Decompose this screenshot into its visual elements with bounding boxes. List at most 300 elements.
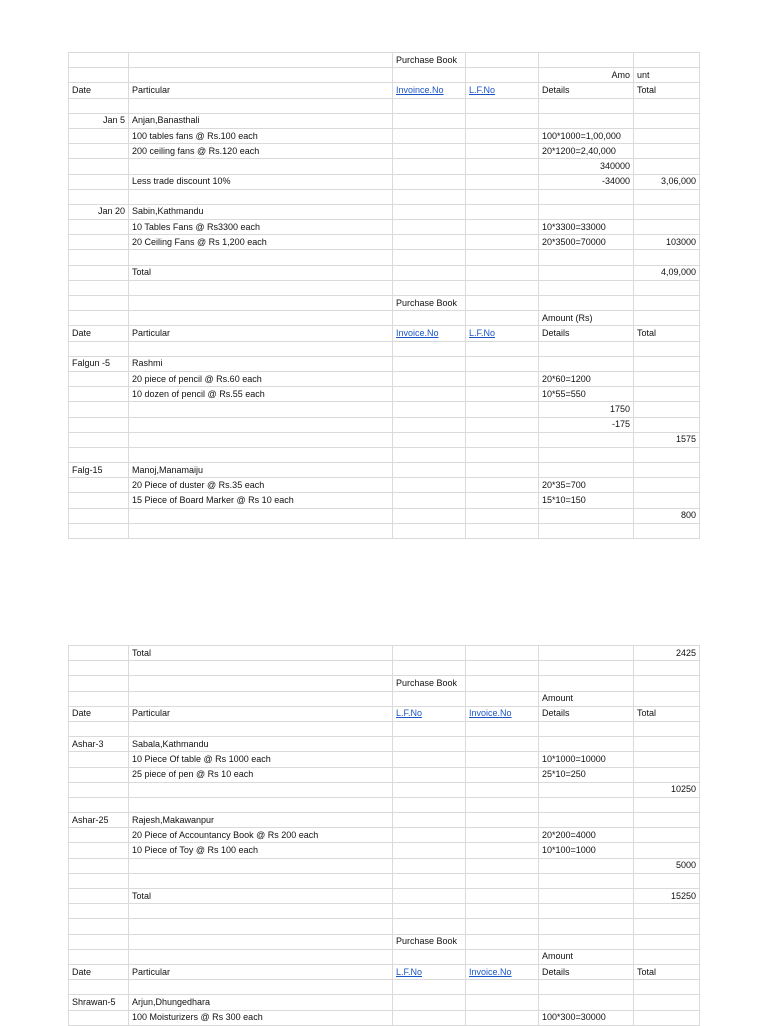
cell-details[interactable]: 10*100=1000	[539, 843, 634, 858]
cell-total[interactable]	[634, 934, 700, 949]
cell-date[interactable]	[69, 128, 129, 143]
cell-ref-col-a[interactable]	[393, 113, 466, 128]
cell-ref-col-b[interactable]	[466, 661, 539, 676]
cell-particular[interactable]	[129, 189, 393, 204]
cell-ref-col-b[interactable]	[466, 934, 539, 949]
cell-ref-col-b[interactable]	[466, 68, 539, 83]
cell-ref-col-b[interactable]	[466, 417, 539, 432]
cell-date[interactable]: Date	[69, 964, 129, 979]
cell-ref-col-a[interactable]	[393, 782, 466, 797]
cell-ref-col-b[interactable]	[466, 478, 539, 493]
cell-total[interactable]: 2425	[634, 646, 700, 661]
cell-ref-col-a[interactable]	[393, 813, 466, 828]
cell-date[interactable]	[69, 508, 129, 523]
cell-total[interactable]	[634, 356, 700, 371]
cell-particular[interactable]	[129, 873, 393, 888]
cell-details[interactable]: 100*1000=1,00,000	[539, 128, 634, 143]
cell-total[interactable]	[634, 767, 700, 782]
cell-date[interactable]	[69, 523, 129, 538]
cell-particular[interactable]	[129, 98, 393, 113]
cell-details[interactable]	[539, 919, 634, 934]
cell-ref-col-a[interactable]	[393, 463, 466, 478]
cell-details[interactable]	[539, 250, 634, 265]
cell-total[interactable]	[634, 447, 700, 462]
cell-particular[interactable]	[129, 904, 393, 919]
cell-date[interactable]	[69, 782, 129, 797]
cell-date[interactable]: Date	[69, 326, 129, 341]
cell-details[interactable]	[539, 646, 634, 661]
cell-ref-col-a[interactable]	[393, 447, 466, 462]
cell-date[interactable]	[69, 478, 129, 493]
cell-ref-col-a[interactable]	[393, 356, 466, 371]
cell-ref-col-b[interactable]	[466, 889, 539, 904]
cell-ref-col-b[interactable]	[466, 813, 539, 828]
cell-date[interactable]	[69, 311, 129, 326]
cell-total[interactable]	[634, 463, 700, 478]
cell-details[interactable]	[539, 265, 634, 280]
cell-particular[interactable]: 25 piece of pen @ Rs 10 each	[129, 767, 393, 782]
cell-date[interactable]	[69, 98, 129, 113]
cell-total[interactable]: 3,06,000	[634, 174, 700, 189]
cell-total[interactable]: 15250	[634, 889, 700, 904]
cell-particular[interactable]: Particular	[129, 326, 393, 341]
cell-details[interactable]	[539, 113, 634, 128]
cell-details[interactable]	[539, 813, 634, 828]
cell-date[interactable]	[69, 265, 129, 280]
cell-ref-col-b[interactable]	[466, 797, 539, 812]
cell-total[interactable]: Total	[634, 326, 700, 341]
cell-particular[interactable]	[129, 691, 393, 706]
cell-particular[interactable]	[129, 919, 393, 934]
cell-ref-col-a[interactable]	[393, 995, 466, 1010]
cell-ref-col-a[interactable]	[393, 144, 466, 159]
cell-particular[interactable]: Less trade discount 10%	[129, 174, 393, 189]
cell-ref-col-b[interactable]	[466, 432, 539, 447]
cell-date[interactable]	[69, 250, 129, 265]
cell-date[interactable]	[69, 721, 129, 736]
cell-details[interactable]: Amount (Rs)	[539, 311, 634, 326]
cell-details[interactable]	[539, 661, 634, 676]
cell-ref-col-b[interactable]	[466, 296, 539, 311]
cell-ref-col-a[interactable]	[393, 661, 466, 676]
cell-details[interactable]: 1750	[539, 402, 634, 417]
cell-particular[interactable]: Manoj,Manamaiju	[129, 463, 393, 478]
cell-date[interactable]	[69, 235, 129, 250]
cell-date[interactable]	[69, 980, 129, 995]
cell-ref-col-b[interactable]	[466, 752, 539, 767]
cell-ref-col-a[interactable]	[393, 737, 466, 752]
cell-date[interactable]	[69, 797, 129, 812]
cell-total[interactable]	[634, 523, 700, 538]
cell-particular[interactable]	[129, 797, 393, 812]
cell-date[interactable]	[69, 432, 129, 447]
cell-details[interactable]	[539, 447, 634, 462]
cell-total[interactable]	[634, 280, 700, 295]
cell-details[interactable]: 25*10=250	[539, 767, 634, 782]
cell-details[interactable]: Details	[539, 964, 634, 979]
cell-date[interactable]	[69, 341, 129, 356]
cell-details[interactable]: 10*3300=33000	[539, 220, 634, 235]
cell-total[interactable]	[634, 493, 700, 508]
cell-ref-col-b[interactable]	[466, 980, 539, 995]
cell-ref-col-b[interactable]	[466, 706, 539, 721]
cell-particular[interactable]	[129, 417, 393, 432]
cell-total[interactable]	[634, 843, 700, 858]
cell-details[interactable]	[539, 737, 634, 752]
cell-particular[interactable]	[129, 280, 393, 295]
cell-ref-col-a[interactable]	[393, 706, 466, 721]
cell-particular[interactable]	[129, 523, 393, 538]
cell-ref-col-a[interactable]	[393, 508, 466, 523]
cell-details[interactable]: 20*3500=70000	[539, 235, 634, 250]
cell-date[interactable]	[69, 934, 129, 949]
cell-total[interactable]	[634, 311, 700, 326]
cell-particular[interactable]: 10 Piece of Toy @ Rs 100 each	[129, 843, 393, 858]
cell-total[interactable]	[634, 296, 700, 311]
cell-date[interactable]	[69, 661, 129, 676]
cell-total[interactable]	[634, 980, 700, 995]
cell-ref-col-a[interactable]	[393, 128, 466, 143]
cell-ref-col-a[interactable]	[393, 752, 466, 767]
cell-ref-col-b[interactable]	[466, 447, 539, 462]
cell-particular[interactable]: Sabin,Kathmandu	[129, 204, 393, 219]
cell-ref-col-b[interactable]	[466, 508, 539, 523]
header-link[interactable]: Invoice.No	[469, 708, 512, 719]
cell-total[interactable]	[634, 478, 700, 493]
cell-ref-col-a[interactable]	[393, 220, 466, 235]
cell-particular[interactable]: Particular	[129, 964, 393, 979]
cell-total[interactable]	[634, 128, 700, 143]
cell-ref-col-b[interactable]	[466, 843, 539, 858]
cell-ref-col-a[interactable]	[393, 280, 466, 295]
header-link[interactable]: Invoince.No	[396, 84, 444, 95]
cell-particular[interactable]: Arjun,Dhungedhara	[129, 995, 393, 1010]
cell-particular[interactable]: 20 Piece of duster @ Rs.35 each	[129, 478, 393, 493]
cell-particular[interactable]: 20 piece of pencil @ Rs.60 each	[129, 371, 393, 386]
cell-date[interactable]: Falg-15	[69, 463, 129, 478]
cell-total[interactable]: 103000	[634, 235, 700, 250]
cell-details[interactable]: -175	[539, 417, 634, 432]
cell-ref-col-b[interactable]	[466, 250, 539, 265]
cell-ref-col-a[interactable]	[393, 858, 466, 873]
cell-date[interactable]	[69, 1010, 129, 1025]
cell-total[interactable]: 10250	[634, 782, 700, 797]
cell-details[interactable]	[539, 797, 634, 812]
cell-details[interactable]: 20*1200=2,40,000	[539, 144, 634, 159]
cell-ref-col-b[interactable]	[466, 964, 539, 979]
cell-total[interactable]	[634, 53, 700, 68]
cell-particular[interactable]	[129, 858, 393, 873]
cell-ref-col-b[interactable]	[466, 828, 539, 843]
cell-particular[interactable]: Sabala,Kathmandu	[129, 737, 393, 752]
cell-ref-col-a[interactable]	[393, 721, 466, 736]
cell-date[interactable]	[69, 402, 129, 417]
cell-total[interactable]: 4,09,000	[634, 265, 700, 280]
cell-particular[interactable]	[129, 980, 393, 995]
cell-ref-col-b[interactable]	[466, 387, 539, 402]
cell-ref-col-a[interactable]	[393, 159, 466, 174]
cell-details[interactable]	[539, 904, 634, 919]
cell-details[interactable]	[539, 873, 634, 888]
cell-date[interactable]	[69, 371, 129, 386]
cell-date[interactable]	[69, 889, 129, 904]
cell-details[interactable]: 20*200=4000	[539, 828, 634, 843]
cell-ref-col-a[interactable]	[393, 949, 466, 964]
cell-particular[interactable]	[129, 934, 393, 949]
cell-total[interactable]: unt	[634, 68, 700, 83]
header-link[interactable]: L.F.No	[396, 708, 423, 719]
cell-ref-col-a[interactable]	[393, 387, 466, 402]
cell-details[interactable]	[539, 463, 634, 478]
cell-details[interactable]: Details	[539, 326, 634, 341]
cell-details[interactable]	[539, 980, 634, 995]
cell-total[interactable]	[634, 250, 700, 265]
cell-date[interactable]	[69, 858, 129, 873]
cell-details[interactable]: Amount	[539, 949, 634, 964]
cell-ref-col-b[interactable]	[466, 326, 539, 341]
cell-details[interactable]: Details	[539, 83, 634, 98]
cell-ref-col-a[interactable]	[393, 767, 466, 782]
cell-date[interactable]: Ashar-3	[69, 737, 129, 752]
cell-date[interactable]: Date	[69, 83, 129, 98]
cell-particular[interactable]	[129, 250, 393, 265]
cell-ref-col-a[interactable]	[393, 432, 466, 447]
cell-date[interactable]: Date	[69, 706, 129, 721]
cell-ref-col-b[interactable]	[466, 949, 539, 964]
cell-total[interactable]	[634, 919, 700, 934]
cell-details[interactable]	[539, 280, 634, 295]
cell-ref-col-b[interactable]	[466, 858, 539, 873]
cell-total[interactable]	[634, 1010, 700, 1025]
cell-particular[interactable]: 20 Piece of Accountancy Book @ Rs 200 each	[129, 828, 393, 843]
header-link[interactable]: Invoice.No	[469, 966, 512, 977]
cell-date[interactable]	[69, 387, 129, 402]
cell-details[interactable]	[539, 204, 634, 219]
cell-total[interactable]	[634, 144, 700, 159]
cell-details[interactable]	[539, 508, 634, 523]
cell-total[interactable]	[634, 220, 700, 235]
cell-ref-col-b[interactable]	[466, 463, 539, 478]
cell-ref-col-b[interactable]	[466, 235, 539, 250]
cell-date[interactable]	[69, 280, 129, 295]
cell-ref-col-b[interactable]	[466, 311, 539, 326]
cell-ref-col-b[interactable]	[466, 113, 539, 128]
cell-total[interactable]: Total	[634, 964, 700, 979]
cell-ref-col-a[interactable]	[393, 646, 466, 661]
cell-total[interactable]	[634, 873, 700, 888]
cell-particular[interactable]: Particular	[129, 706, 393, 721]
cell-date[interactable]: Jan 20	[69, 204, 129, 219]
cell-total[interactable]	[634, 417, 700, 432]
cell-particular[interactable]	[129, 341, 393, 356]
cell-total[interactable]	[634, 949, 700, 964]
cell-ref-col-a[interactable]	[393, 797, 466, 812]
header-link[interactable]: L.F.No	[469, 84, 496, 95]
cell-particular[interactable]: Total	[129, 646, 393, 661]
cell-total[interactable]	[634, 387, 700, 402]
cell-particular[interactable]	[129, 159, 393, 174]
cell-details[interactable]	[539, 782, 634, 797]
cell-particular[interactable]	[129, 447, 393, 462]
cell-total[interactable]	[634, 691, 700, 706]
cell-details[interactable]: 15*10=150	[539, 493, 634, 508]
cell-ref-col-b[interactable]	[466, 371, 539, 386]
cell-details[interactable]: 20*35=700	[539, 478, 634, 493]
cell-particular[interactable]: 15 Piece of Board Marker @ Rs 10 each	[129, 493, 393, 508]
cell-ref-col-b[interactable]	[466, 83, 539, 98]
cell-total[interactable]	[634, 797, 700, 812]
cell-total[interactable]	[634, 904, 700, 919]
cell-total[interactable]	[634, 159, 700, 174]
cell-particular[interactable]: 10 Piece Of table @ Rs 1000 each	[129, 752, 393, 767]
cell-ref-col-a[interactable]	[393, 68, 466, 83]
cell-date[interactable]	[69, 676, 129, 691]
cell-total[interactable]	[634, 371, 700, 386]
cell-particular[interactable]: 10 dozen of pencil @ Rs.55 each	[129, 387, 393, 402]
cell-ref-col-a[interactable]	[393, 204, 466, 219]
cell-ref-col-a[interactable]: Purchase Book	[393, 934, 466, 949]
cell-particular[interactable]	[129, 949, 393, 964]
cell-details[interactable]: -34000	[539, 174, 634, 189]
cell-ref-col-a[interactable]	[393, 371, 466, 386]
cell-particular[interactable]	[129, 296, 393, 311]
cell-total[interactable]	[634, 204, 700, 219]
cell-date[interactable]	[69, 949, 129, 964]
cell-particular[interactable]: 20 Ceiling Fans @ Rs 1,200 each	[129, 235, 393, 250]
cell-details[interactable]: 100*300=30000	[539, 1010, 634, 1025]
cell-ref-col-b[interactable]	[466, 204, 539, 219]
cell-date[interactable]	[69, 417, 129, 432]
cell-ref-col-b[interactable]	[466, 356, 539, 371]
cell-date[interactable]	[69, 53, 129, 68]
cell-particular[interactable]	[129, 721, 393, 736]
cell-particular[interactable]	[129, 508, 393, 523]
cell-total[interactable]	[634, 737, 700, 752]
header-link[interactable]: L.F.No	[396, 966, 423, 977]
cell-details[interactable]: Amo	[539, 68, 634, 83]
cell-ref-col-a[interactable]	[393, 402, 466, 417]
cell-details[interactable]	[539, 432, 634, 447]
cell-details[interactable]	[539, 296, 634, 311]
cell-ref-col-a[interactable]	[393, 964, 466, 979]
cell-ref-col-b[interactable]	[466, 1010, 539, 1025]
cell-ref-col-a[interactable]	[393, 980, 466, 995]
cell-details[interactable]	[539, 53, 634, 68]
cell-details[interactable]: 10*1000=10000	[539, 752, 634, 767]
cell-details[interactable]	[539, 721, 634, 736]
cell-particular[interactable]: Rajesh,Makawanpur	[129, 813, 393, 828]
cell-details[interactable]	[539, 889, 634, 904]
cell-ref-col-b[interactable]	[466, 873, 539, 888]
cell-ref-col-a[interactable]	[393, 174, 466, 189]
cell-total[interactable]	[634, 98, 700, 113]
cell-particular[interactable]	[129, 661, 393, 676]
cell-ref-col-a[interactable]	[393, 523, 466, 538]
cell-ref-col-b[interactable]	[466, 904, 539, 919]
cell-particular[interactable]: Anjan,Banasthali	[129, 113, 393, 128]
cell-particular[interactable]: 10 Tables Fans @ Rs3300 each	[129, 220, 393, 235]
cell-details[interactable]	[539, 356, 634, 371]
cell-date[interactable]	[69, 220, 129, 235]
cell-date[interactable]	[69, 296, 129, 311]
cell-particular[interactable]: Rashmi	[129, 356, 393, 371]
cell-particular[interactable]: 200 ceiling fans @ Rs.120 each	[129, 144, 393, 159]
cell-ref-col-a[interactable]: Purchase Book	[393, 53, 466, 68]
cell-details[interactable]	[539, 995, 634, 1010]
cell-ref-col-b[interactable]	[466, 919, 539, 934]
cell-ref-col-a[interactable]	[393, 889, 466, 904]
cell-ref-col-b[interactable]	[466, 721, 539, 736]
cell-total[interactable]	[634, 189, 700, 204]
cell-ref-col-a[interactable]	[393, 873, 466, 888]
cell-total[interactable]	[634, 828, 700, 843]
cell-ref-col-a[interactable]: Purchase Book	[393, 676, 466, 691]
cell-details[interactable]: 340000	[539, 159, 634, 174]
cell-total[interactable]: 1575	[634, 432, 700, 447]
cell-ref-col-b[interactable]	[466, 128, 539, 143]
cell-date[interactable]	[69, 174, 129, 189]
cell-particular[interactable]: 100 Moisturizers @ Rs 300 each	[129, 1010, 393, 1025]
cell-ref-col-a[interactable]	[393, 83, 466, 98]
cell-ref-col-b[interactable]	[466, 220, 539, 235]
cell-ref-col-a[interactable]	[393, 828, 466, 843]
header-link[interactable]: L.F.No	[469, 327, 496, 338]
cell-date[interactable]	[69, 828, 129, 843]
cell-particular[interactable]: Total	[129, 889, 393, 904]
cell-ref-col-b[interactable]	[466, 523, 539, 538]
cell-date[interactable]	[69, 904, 129, 919]
cell-ref-col-b[interactable]	[466, 189, 539, 204]
cell-ref-col-b[interactable]	[466, 767, 539, 782]
cell-ref-col-a[interactable]	[393, 904, 466, 919]
cell-total[interactable]	[634, 661, 700, 676]
cell-total[interactable]	[634, 341, 700, 356]
cell-total[interactable]: Total	[634, 706, 700, 721]
cell-total[interactable]	[634, 721, 700, 736]
cell-date[interactable]: Ashar-25	[69, 813, 129, 828]
cell-total[interactable]	[634, 402, 700, 417]
cell-ref-col-b[interactable]	[466, 676, 539, 691]
cell-ref-col-a[interactable]	[393, 493, 466, 508]
cell-ref-col-a[interactable]	[393, 919, 466, 934]
cell-ref-col-b[interactable]	[466, 646, 539, 661]
cell-details[interactable]: Amount	[539, 691, 634, 706]
cell-ref-col-a[interactable]	[393, 235, 466, 250]
cell-ref-col-a[interactable]: Purchase Book	[393, 296, 466, 311]
cell-details[interactable]: Details	[539, 706, 634, 721]
cell-date[interactable]	[69, 843, 129, 858]
cell-ref-col-b[interactable]	[466, 782, 539, 797]
cell-total[interactable]	[634, 113, 700, 128]
cell-details[interactable]	[539, 858, 634, 873]
cell-ref-col-a[interactable]	[393, 478, 466, 493]
cell-total[interactable]: Total	[634, 83, 700, 98]
cell-ref-col-a[interactable]	[393, 1010, 466, 1025]
cell-ref-col-b[interactable]	[466, 737, 539, 752]
cell-ref-col-b[interactable]	[466, 98, 539, 113]
cell-date[interactable]	[69, 447, 129, 462]
cell-total[interactable]	[634, 752, 700, 767]
cell-ref-col-a[interactable]	[393, 326, 466, 341]
cell-details[interactable]: 10*55=550	[539, 387, 634, 402]
cell-particular[interactable]	[129, 432, 393, 447]
cell-ref-col-a[interactable]	[393, 311, 466, 326]
cell-total[interactable]	[634, 676, 700, 691]
cell-total[interactable]: 800	[634, 508, 700, 523]
cell-date[interactable]	[69, 691, 129, 706]
cell-details[interactable]	[539, 341, 634, 356]
cell-particular[interactable]: Particular	[129, 83, 393, 98]
